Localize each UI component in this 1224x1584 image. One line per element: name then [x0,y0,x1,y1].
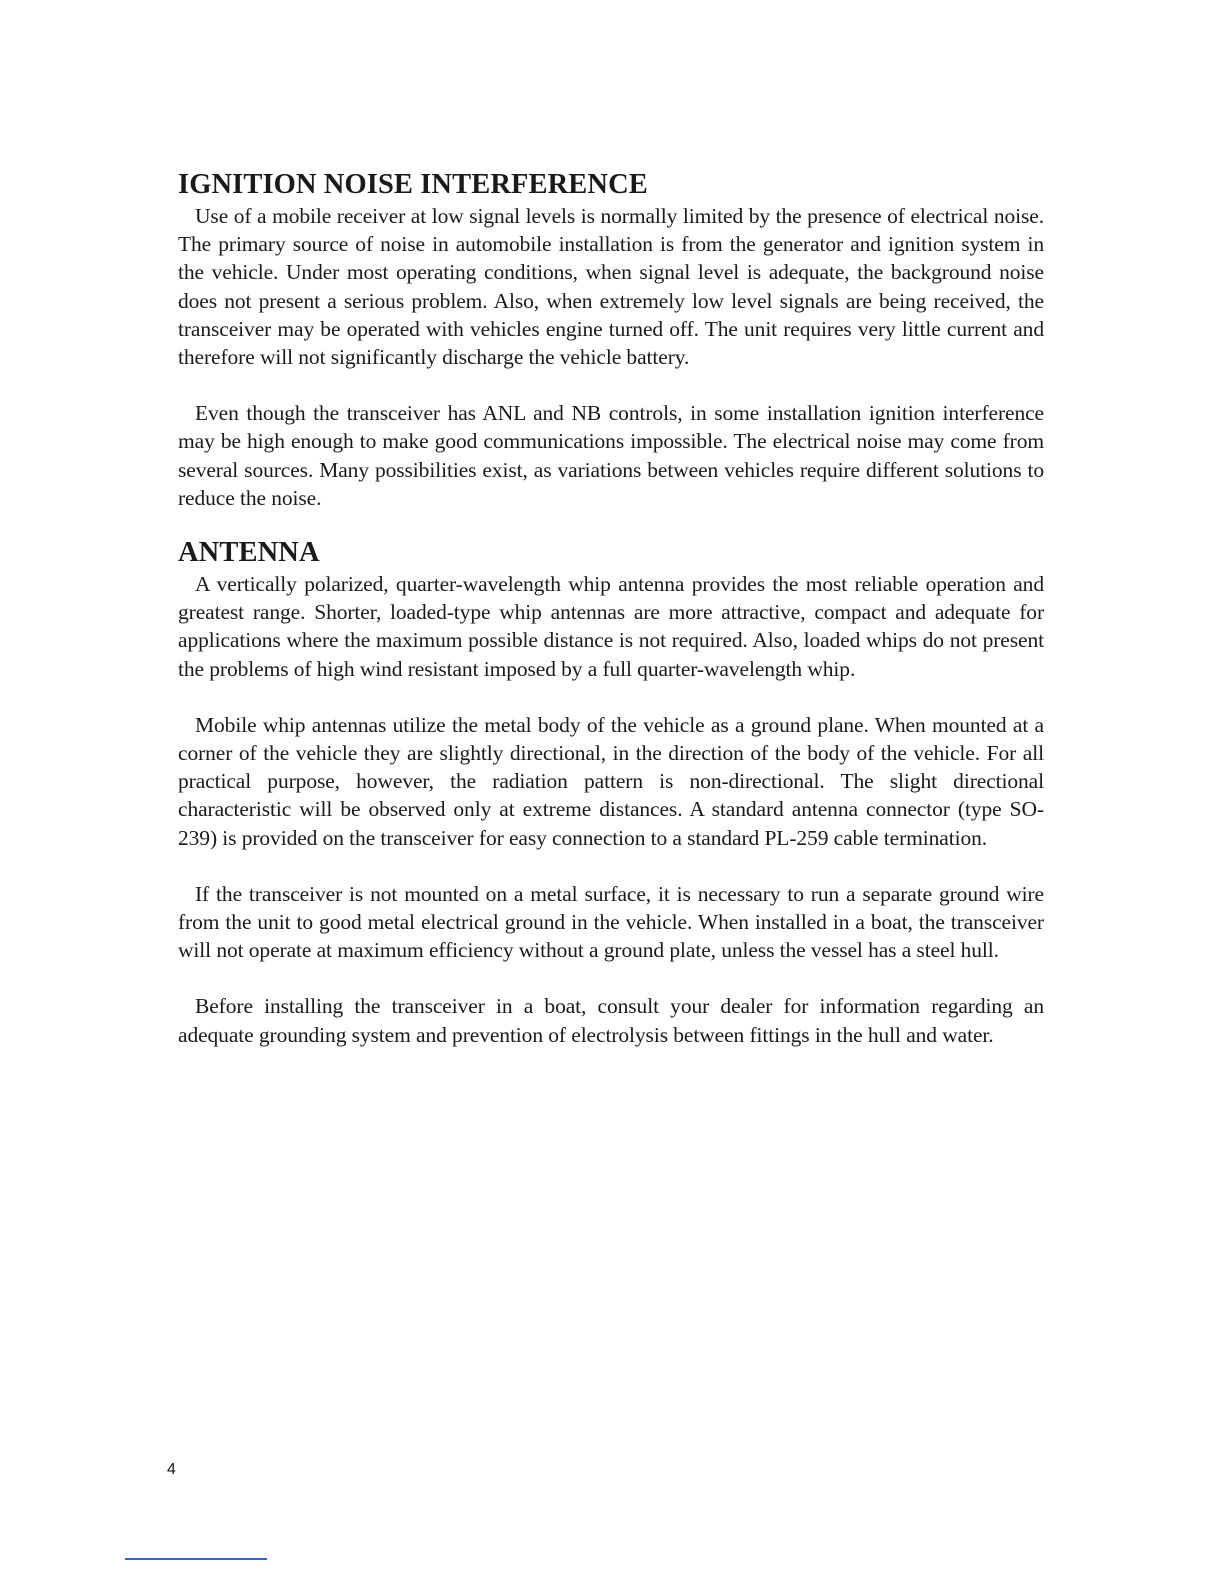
paragraph-ignition-noise-1: Use of a mobile receiver at low signal levels is normally limited by the presence of electrical noise. The primary source of noise in automobile installation is from the generator and ignition system in the vehicle. Under most operating conditions, when signal level is adequate, the background noise does not present a serious problem. Also, when extremely low level signals are being received, the transceiver may be operated with vehicles engine turned off. The unit requires very little current and therefore will not significantly discharge the vehicle battery. [178,204,1044,370]
paragraph-antenna-3: If the transceiver is not mounted on a metal surface, it is necessary to run a separate ground wire from the unit to good metal electrical ground in the vehicle. When installed in a boat, the transceiver will not operate at maximum efficiency without a ground plate, unless the vessel has a steel hull. [178,881,1044,963]
section-heading-ignition-noise: IGNITION NOISE INTERFERENCE [178,169,648,200]
section-heading-antenna: ANTENNA [178,537,320,569]
page-content [178,168,1044,1049]
paragraph-spacer [178,852,1044,880]
paragraph-spacer [178,964,1044,992]
paragraph-antenna-4: Before installing the transceiver in a boat, consult your dealer for information regarding an adequate grounding system and prevention of electrolysis between fittings in the hull and water. [178,994,1044,1047]
page-number: 4 [167,1461,176,1478]
paragraph-spacer [178,371,1044,399]
paragraph-ignition-noise-2: Even though the transceiver has ANL and NB controls, in some installation ignition interference may be high enough to make good communications impossible. The electrical noise may come from several sources. Many possibilities exist, as variations between vehicles require different solutions to reduce the noise. [178,401,1044,510]
footer-rule [125,1558,267,1560]
paragraph-antenna-2: Mobile whip antennas utilize the metal body of the vehicle as a ground plane. When mounted at a corner of the vehicle they are slightly directional, in the direction of the body of the vehicle. For all practical purpose, however, the radiation pattern is non-directional. The slight directional characteristic will be observed only at extreme distances. A standard antenna connector (type SO-239) is provided on the transceiver for easy connection to a standard PL-259 cable termination. [178,712,1044,850]
paragraph-antenna-1: A vertically polarized, quarter-wavelength whip antenna provides the most reliable operation and greatest range. Shorter, loaded-type whip antennas are more attractive, compact and adequate for applications where the maximum possible distance is not required. Also, loaded whips do not present the problems of high wind resistant imposed by a full quarter-wavelength whip. [178,572,1044,681]
section-spacer [178,512,1044,536]
paragraph-spacer [178,683,1044,711]
